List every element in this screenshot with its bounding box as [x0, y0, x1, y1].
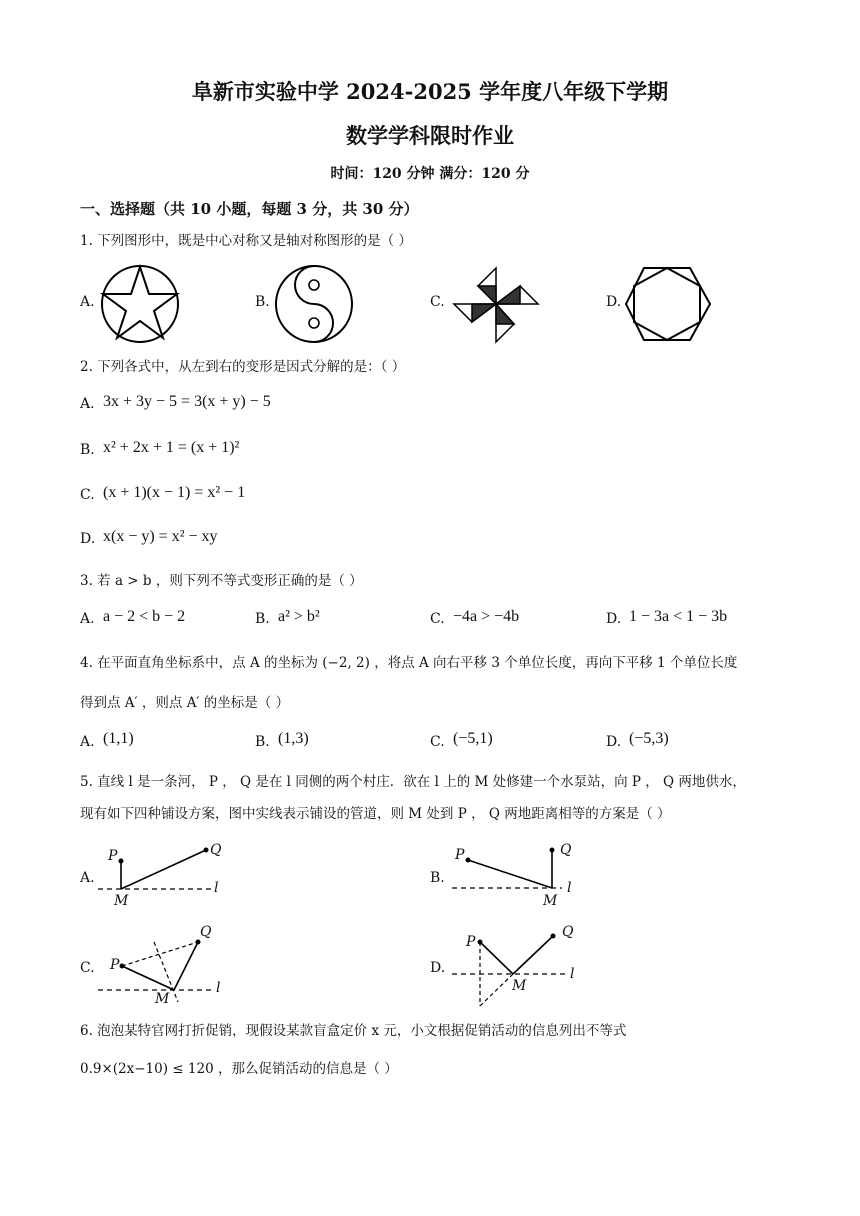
q5d-label-p: P: [466, 934, 476, 950]
question-2-stem: 2. 下列各式中，从左到右的变形是因式分解的是：（ ）: [80, 359, 406, 375]
q4-option-c-text: (−5,1): [453, 730, 493, 747]
pipe-plan-b-icon: [450, 842, 570, 890]
q5d-label-m: M: [512, 978, 527, 994]
q2-option-a-label: A.: [80, 396, 95, 412]
q4-option-b-text: (1,3): [278, 730, 309, 747]
q5d-label-l: l: [570, 966, 575, 982]
circle-star-icon: [98, 264, 182, 348]
q1-option-a-label: A.: [80, 294, 95, 310]
q4-option-a-text: (1,1): [103, 730, 134, 747]
q3-option-a-label: A.: [80, 611, 95, 627]
page-subtitle: 数学学科限时作业: [346, 123, 514, 148]
q2-option-c-text: (x + 1)(x − 1) = x² − 1: [103, 484, 246, 501]
q3-option-c-label: C.: [430, 611, 445, 627]
q1-option-b-label: B.: [255, 294, 270, 310]
q1-option-d-label: D.: [606, 294, 622, 310]
q5-option-d-label: D.: [430, 960, 446, 976]
q3-option-a-text: a − 2 < b − 2: [103, 608, 186, 625]
question-4-stem-line1: 4. 在平面直角坐标系中，点 A 的坐标为 (−2, 2) ，将点 A 向右平移 3 个单位长度，再向下平移 1 个单位长度: [80, 655, 738, 671]
exam-meta: 时间：120 分钟 满分：120 分: [330, 166, 530, 182]
question-6-stem-line2: 0.9×(2x−10) ≤ 120 ，那么促销活动的信息是（ ）: [80, 1061, 398, 1077]
q4-option-c-label: C.: [430, 734, 445, 750]
q3-option-d-text: 1 − 3a < 1 − 3b: [629, 608, 728, 625]
q4-option-d-label: D.: [606, 734, 622, 750]
question-5-stem-line2: 现有如下四种铺设方案，图中实线表示铺设的管道，则 M 处到 P ， Q 两地距离相等的方案是（ ）: [80, 806, 671, 822]
q5a-label-q: Q: [210, 842, 222, 858]
q4-option-d-text: (−5,3): [629, 730, 669, 747]
q2-option-a-text: 3x + 3y − 5 = 3(x + y) − 5: [103, 393, 271, 410]
yin-yang-icon: [274, 264, 358, 348]
q3-option-d-label: D.: [606, 611, 622, 627]
q5b-label-q: Q: [560, 842, 572, 858]
q5b-label-l: l: [567, 880, 572, 896]
q5b-label-p: P: [455, 847, 465, 863]
q2-option-b-label: B.: [80, 442, 95, 458]
q4-option-b-label: B.: [255, 734, 270, 750]
q5c-label-p: P: [110, 957, 120, 973]
question-3-stem: 3. 若 a > b ，则下列不等式变形正确的是（ ）: [80, 573, 363, 589]
q5a-label-l: l: [214, 880, 219, 896]
q5a-label-p: P: [108, 848, 118, 864]
question-5-stem-line1: 5. 直线 l 是一条河， P ， Q 是在 l 同侧的两个村庄．欲在 l 上的 M 处修建一个水泵站，向 P ， Q 两地供水，: [80, 774, 746, 790]
q5c-label-m: M: [155, 991, 170, 1007]
q1-option-c-label: C.: [430, 294, 445, 310]
q5c-label-l: l: [216, 980, 221, 996]
hexagon-in-hexagon-icon: [624, 266, 714, 342]
page-title: 阜新市实验中学 2024-2025 学年度八年级下学期: [191, 79, 669, 104]
question-1-stem: 1. 下列图形中，既是中心对称又是轴对称图形的是（ ）: [80, 233, 412, 249]
q3-option-b-label: B.: [255, 611, 270, 627]
question-6-stem-line1: 6. 泡泡某特官网打折促销，现假设某款盲盒定价 x 元，小文根据促销活动的信息列出不等式: [80, 1023, 627, 1039]
q5-option-b-label: B.: [430, 870, 445, 886]
section-heading: 一、选择题（共 10 小题，每题 3 分，共 30 分）: [80, 200, 419, 218]
question-4-stem-line2: 得到点 A′ ，则点 A′ 的坐标是（ ）: [80, 695, 290, 711]
q3-option-c-text: −4a > −4b: [453, 608, 520, 625]
q2-option-c-label: C.: [80, 487, 95, 503]
q2-option-d-label: D.: [80, 531, 96, 547]
q5-option-c-label: C.: [80, 960, 95, 976]
q2-option-d-text: x(x − y) = x² − xy: [103, 528, 218, 545]
q5a-label-m: M: [114, 893, 129, 909]
q5d-label-q: Q: [562, 924, 574, 940]
q5b-label-m: M: [543, 893, 558, 909]
pinwheel-icon: [450, 264, 542, 348]
q5c-label-q: Q: [200, 924, 212, 940]
q4-option-a-label: A.: [80, 734, 95, 750]
q2-option-b-text: x² + 2x + 1 = (x + 1)²: [103, 439, 240, 456]
q5-option-a-label: A.: [80, 870, 95, 886]
q3-option-b-text: a² > b²: [278, 608, 320, 625]
